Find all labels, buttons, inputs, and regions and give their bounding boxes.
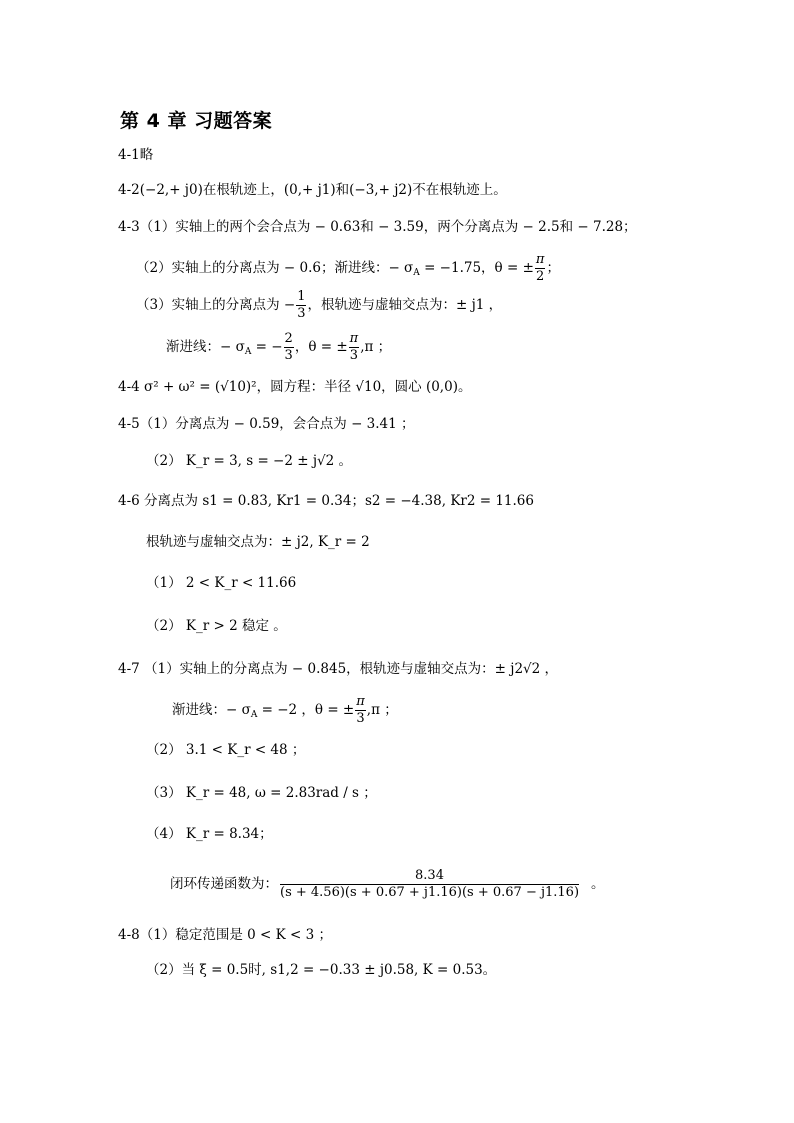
answer-4-3-part1: 4-3（1）实轴上的两个会合点为 − 0.63和 − 3.59，两个分离点为 − 2.5和 − 7.28； [118,219,637,235]
text: ,π ； [366,702,398,718]
transfer-function-fraction [280,868,579,901]
numerator: π [356,694,365,709]
answer-4-7-part1: 4-7 （1）实轴上的分离点为 − 0.845，根轨迹与虚轴交点为：± j2√2 ， [118,661,559,677]
text: （3）实轴上的分离点为 − [136,297,296,313]
answer-4-5-part1: 4-5（1）分离点为 − 0.59，会合点为 − 3.41 ； [118,416,415,432]
answer-4-1: 4-1略 [118,147,154,163]
text: ,π ； [360,339,392,355]
answer-4-6-crossing: 根轨迹与虚轴交点为：± j2, K_r = 2 [146,534,370,550]
answer-4-5-part2: （2） K_r = 3, s = −2 ± j√2 。 [146,453,353,469]
text: 。 [591,876,605,892]
denominator: 3 [297,306,306,321]
numerator: 1 [297,289,306,304]
text: 渐进线：− σ [172,702,251,718]
answer-4-7-part4: （4） K_r = 8.34； [146,826,273,842]
answer-4-3-asymptotes [166,331,391,368]
answer-4-6-part2: （2） K_r > 2 稳定 。 [146,618,287,634]
fraction-pi-over-3 [355,694,366,727]
answer-4-2: 4-2(−2,+ j0)在根轨迹上，(0,+ j1)和(−3,+ j2)不在根轨迹上。 [118,182,507,198]
text: = −2 ，θ = ± [257,702,355,718]
answer-4-7-part2: （2） 3.1 < K_r < 48 ； [146,742,306,758]
answer-4-7-asymptotes [172,694,398,731]
denominator: (s + 4.56)(s + 0.67 + j1.16)(s + 0.67 − j1.16) [280,885,580,900]
text: = −1.75，θ = ± [419,260,534,276]
numerator: π [349,331,359,346]
subscript: A [244,347,252,357]
answer-4-3-part2 [136,252,560,289]
fraction-pi-over-2 [535,252,546,285]
text: ； [546,260,560,276]
answer-4-6: 4-6 分离点为 s1 = 0.83, Kr1 = 0.34；s2 = −4.38, Kr2 = 11.66 [118,493,534,509]
text: = − [251,339,283,355]
answer-4-3-part3 [136,289,502,322]
text: ，根轨迹与虚轴交点为：± j1 ， [307,297,503,313]
answer-4-8-part2: （2）当 ξ = 0.5时, s1,2 = −0.33 ± j0.58, K = 0.53。 [146,962,497,978]
numerator: 2 [284,331,293,346]
denominator: 3 [284,348,293,363]
denominator: 2 [536,269,545,284]
answer-4-6-part1: （1） 2 < K_r < 11.66 [146,575,297,591]
numerator: π [535,252,545,267]
denominator: 3 [356,711,365,726]
text: ，θ = ± [294,339,348,355]
subscript: A [413,268,420,278]
answer-4-8-part1: 4-8（1）稳定范围是 0 < K < 3 ； [118,927,332,943]
answer-4-7-transfer-function [170,864,605,904]
subscript: A [250,710,258,720]
denominator: 3 [349,348,359,363]
answer-4-7-part3: （3） K_r = 48, ω = 2.83rad / s ； [146,785,377,801]
text: （2）实轴上的分离点为 − 0.6；渐进线：− σ [136,260,414,276]
page-title: 第 4 章 习题答案 [120,110,273,132]
text: 闭环传递函数为： [170,876,278,892]
fraction-one-third [296,289,306,322]
numerator: 8.34 [280,868,579,885]
text: 渐进线：− σ [166,339,245,355]
fraction-two-thirds [284,331,294,364]
fraction-pi-over-3 [349,331,360,364]
answer-4-4: 4-4 σ² + ω² = (√10)²，圆方程：半径 √10，圆心 (0,0)。 [118,379,472,395]
